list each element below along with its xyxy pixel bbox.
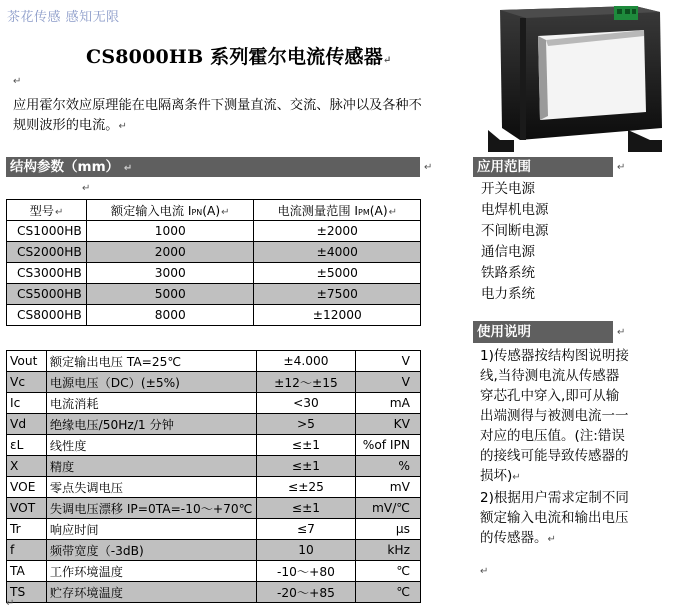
- spec-table-row: [7, 540, 421, 561]
- spec-value-cell: ≤±25: [256, 477, 355, 498]
- spec-param-cell: 失调电压漂移 IP=0TA=-10～+70℃: [46, 498, 256, 519]
- spec-value-cell: ≤±1: [256, 456, 355, 477]
- application-item: 通信电源: [481, 244, 535, 260]
- paragraph-mark: ↵: [480, 566, 489, 577]
- spec-param-cell: 频带宽度（-3dB): [46, 540, 256, 561]
- spec-unit-cell: mA: [356, 393, 421, 414]
- spec-table-row: [7, 498, 421, 519]
- spec-symbol-cell: TS: [7, 582, 47, 603]
- watermark-logo-text: 茶花传感 感知无限: [7, 10, 120, 25]
- header-model: 型号↵: [7, 200, 87, 221]
- spec-value-cell: ≤±1: [256, 435, 355, 456]
- model-cell: CS5000HB: [7, 284, 87, 305]
- spec-param-cell: 精度: [46, 456, 256, 477]
- spec-value-cell: ±4.000: [256, 351, 355, 372]
- model-cell: CS1000HB: [7, 221, 87, 242]
- spec-table-row: [7, 477, 421, 498]
- spec-unit-cell: %of IPN: [356, 435, 421, 456]
- intro-paragraph: 应用霍尔效应原理能在电隔离条件下测量直流、交流、脉冲以及各种不规则波形的电流。↵: [13, 98, 422, 133]
- spec-symbol-cell: Vout: [7, 351, 47, 372]
- spec-symbol-cell: f: [7, 540, 47, 561]
- spec-param-cell: 电流消耗: [46, 393, 256, 414]
- spec-unit-cell: mV/℃: [356, 498, 421, 519]
- rated-current-cell: 3000: [86, 263, 253, 284]
- usage-text: [480, 346, 632, 550]
- spec-table-row: [7, 414, 421, 435]
- spec-param-cell: 线性度: [46, 435, 256, 456]
- page-title: CS8000HB 系列霍尔电流传感器↵: [86, 46, 392, 68]
- spec-unit-cell: V: [356, 372, 421, 393]
- spec-unit-cell: ℃: [356, 582, 421, 603]
- spec-param-cell: 响应时间: [46, 519, 256, 540]
- spec-symbol-cell: TA: [7, 561, 47, 582]
- paragraph-mark: ↵: [424, 162, 433, 173]
- rated-current-cell: 8000: [86, 305, 253, 326]
- application-item: 铁路系统: [481, 265, 535, 281]
- spec-unit-cell: %: [356, 456, 421, 477]
- paragraph-mark: ↵: [82, 183, 91, 194]
- spec-table-row: [7, 435, 421, 456]
- applications-header: 应用范围: [473, 157, 613, 177]
- spec-symbol-cell: VOT: [7, 498, 47, 519]
- spec-value-cell: -20～+85: [256, 582, 355, 603]
- rated-current-cell: 2000: [86, 242, 253, 263]
- spec-value-cell: <30: [256, 393, 355, 414]
- spec-table-row: [7, 372, 421, 393]
- spec-unit-cell: ℃: [356, 561, 421, 582]
- spec-symbol-cell: X: [7, 456, 47, 477]
- applications-list: [481, 179, 549, 305]
- model-table-row: [7, 242, 421, 263]
- model-cell: CS8000HB: [7, 305, 87, 326]
- spec-value-cell: ≤7: [256, 519, 355, 540]
- spec-value-cell: -10～+80: [256, 561, 355, 582]
- spec-table-row: [7, 582, 421, 603]
- measure-range-cell: ±12000: [254, 305, 421, 326]
- spec-table-row: [7, 561, 421, 582]
- paragraph-mark: ↵: [6, 598, 15, 609]
- application-item: 电力系统: [481, 286, 535, 302]
- spec-symbol-cell: Vc: [7, 372, 47, 393]
- spec-unit-cell: KV: [356, 414, 421, 435]
- model-cell: CS3000HB: [7, 263, 87, 284]
- measure-range-cell: ±7500: [254, 284, 421, 305]
- header-measure-range: 电流测量范围 IPM(A)↵: [254, 200, 421, 221]
- spec-value-cell: ±12～±15: [256, 372, 355, 393]
- usage-header: 使用说明: [473, 321, 613, 343]
- spec-symbol-cell: Ic: [7, 393, 47, 414]
- application-item: 开关电源: [481, 181, 535, 197]
- spec-table-row: [7, 393, 421, 414]
- application-item: 不间断电源: [481, 223, 549, 239]
- measure-range-cell: ±5000: [254, 263, 421, 284]
- spec-param-cell: 额定输出电压 TA=25℃: [46, 351, 256, 372]
- spec-param-cell: 零点失调电压: [46, 477, 256, 498]
- spec-param-cell: 贮存环境温度: [46, 582, 256, 603]
- structure-section-header: 结构参数（mm） ↵: [6, 157, 420, 177]
- spec-table-row: [7, 351, 421, 372]
- spec-value-cell: 10: [256, 540, 355, 561]
- rated-current-cell: 1000: [86, 221, 253, 242]
- spec-table-row: [7, 456, 421, 477]
- spec-symbol-cell: Vd: [7, 414, 47, 435]
- paragraph-mark: ↵: [617, 327, 626, 338]
- model-table-row: [7, 263, 421, 284]
- spec-table: [6, 350, 421, 603]
- model-table-row: [7, 305, 421, 326]
- spec-param-cell: 绝缘电压/50Hz/1 分钟: [46, 414, 256, 435]
- rated-current-cell: 5000: [86, 284, 253, 305]
- model-table-header-row: [7, 200, 421, 221]
- spec-unit-cell: μs: [356, 519, 421, 540]
- model-cell: CS2000HB: [7, 242, 87, 263]
- model-table-row: [7, 284, 421, 305]
- model-table: [6, 199, 421, 326]
- spec-value-cell: ≤±1: [256, 498, 355, 519]
- spec-symbol-cell: VOE: [7, 477, 47, 498]
- spec-symbol-cell: Tr: [7, 519, 47, 540]
- paragraph-mark: ↵: [13, 76, 22, 87]
- spec-symbol-cell: εL: [7, 435, 47, 456]
- usage-paragraph-1: 1)传感器按结构图说明接线,当待测电流从传感器穿芯孔中穿入,即可从输出端测得与被测电流一一对应的电压值。(注:错误的接线可能导致传感器的损坏)↵: [480, 348, 629, 484]
- sensor-product-image: [480, 0, 670, 164]
- spec-table-row: [7, 519, 421, 540]
- spec-unit-cell: mV: [356, 477, 421, 498]
- usage-paragraph-2: 2)根据用户需求定制不同额定输入电流和输出电压的传感器。↵: [480, 490, 629, 546]
- spec-unit-cell: kHz: [356, 540, 421, 561]
- spec-value-cell: >5: [256, 414, 355, 435]
- spec-param-cell: 工作环境温度: [46, 561, 256, 582]
- spec-unit-cell: V: [356, 351, 421, 372]
- model-table-row: [7, 221, 421, 242]
- measure-range-cell: ±2000: [254, 221, 421, 242]
- spec-param-cell: 电源电压（DC）(±5%): [46, 372, 256, 393]
- header-rated-current: 额定输入电流 IPN(A)↵: [86, 200, 253, 221]
- measure-range-cell: ±4000: [254, 242, 421, 263]
- application-item: 电焊机电源: [481, 202, 549, 218]
- paragraph-mark: ↵: [617, 162, 626, 173]
